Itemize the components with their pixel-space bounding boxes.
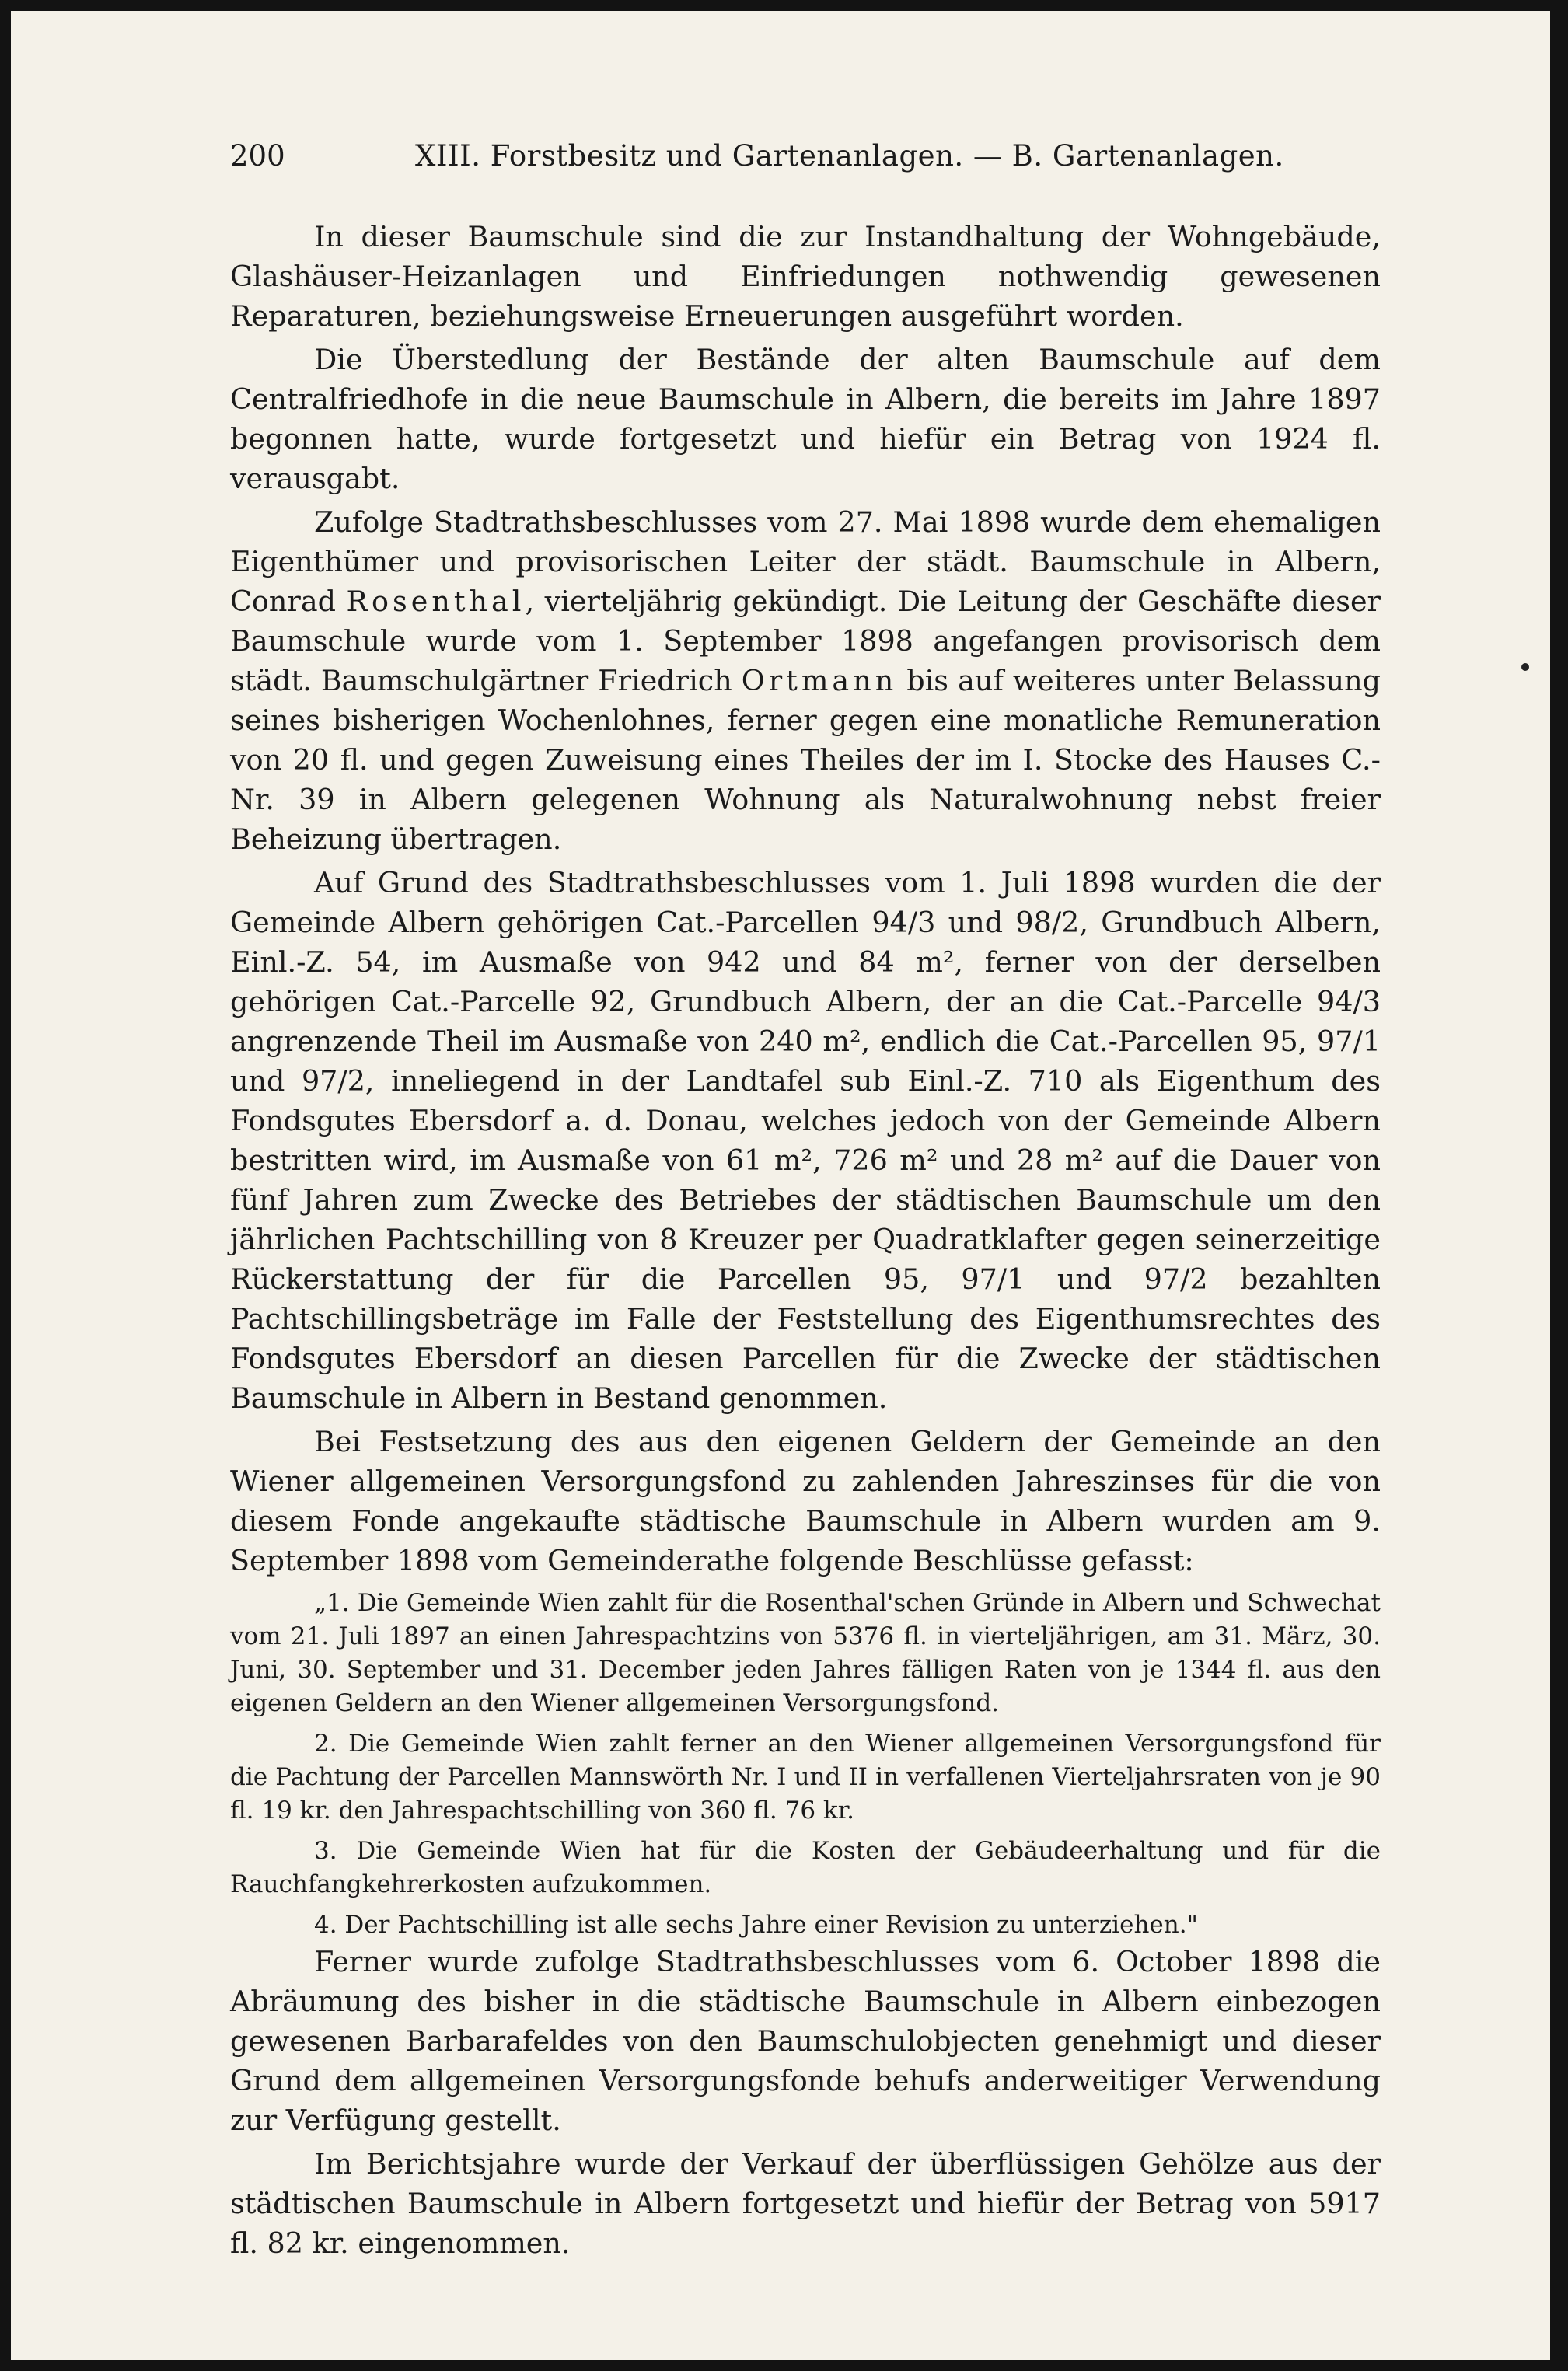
- paragraph-3-part-a: Zufolge Stadtrathsbeschlusses vom 27. Mai 1898 wurde dem ehemaligen Eigenthümer und provisorischen Leiter der städt. Baumschule in Albern, Conrad: [230, 505, 1381, 618]
- page-number: 200: [230, 139, 285, 173]
- page-body: [230, 217, 1381, 2263]
- paragraph-3: [230, 502, 1381, 859]
- paragraph-3-part-c: bis auf weiteres unter Belassung seines bisherigen Wochenlohnes, ferner gegen eine monatliche Remuneration von 20 fl. und gegen Zuweisung eines Theiles der im I. Stocke des Hauses C.-Nr. 39 in Albern gelegenen Wohnung als Naturalwohnung nebst freier Beheizung übertragen.: [230, 664, 1381, 856]
- resolution-2: 2. Die Gemeinde Wien zahlt ferner an den Wiener allgemeinen Versorgungsfond für die Pachtung der Parcellen Mannswörth Nr. I und II in verfallenen Vierteljahrsraten von je 90 fl. 19 kr. den Jahrespachtschilling von 360 fl. 76 kr.: [230, 1730, 1381, 1825]
- running-title: XIII. Forstbesitz und Gartenanlagen. — B. Gartenanlagen.: [415, 139, 1284, 173]
- resolution-3: 3. Die Gemeinde Wien hat für die Kosten der Gebäudeerhaltung und für die Rauchfangkehrerkosten aufzukommen.: [230, 1837, 1381, 1898]
- name-ortmann: Ortmann: [741, 664, 898, 697]
- scanned-page: [11, 11, 1550, 2360]
- resolutions-quote: [230, 1587, 1381, 1942]
- page-header: [230, 139, 1364, 186]
- paragraph-5: Bei Festsetzung des aus den eigenen Geldern der Gemeinde an den Wiener allgemeinen Versorgungsfond zu zahlenden Jahreszinses für die von diesem Fonde angekaufte städtische Baumschule in Albern wurden am 9. September 1898 vom Gemeinderathe folgende Beschlüsse gefasst:: [230, 1425, 1381, 1577]
- paragraph-2: Die Überstedlung der Bestände der alten Baumschule auf dem Centralfriedhofe in die neue Baumschule in Albern, die bereits im Jahre 1897 begonnen hatte, wurde fortgesetzt und hiefür ein Betrag von 1924 fl. verausgabt.: [230, 343, 1381, 495]
- paragraph-3-part-b: , vierteljährig gekündigt. Die Leitung der Geschäfte dieser Baumschule wurde vom 1. September 1898 angefangen provisorisch dem städt. Baumschulgärtner Friedrich: [230, 585, 1381, 697]
- paragraph-7: Im Berichtsjahre wurde der Verkauf der überflüssigen Gehölze aus der städtischen Baumschule in Albern fortgesetzt und hiefür der Betrag von 5917 fl. 82 kr. eingenommen.: [230, 2147, 1381, 2260]
- paragraph-1: In dieser Baumschule sind die zur Instandhaltung der Wohngebäude, Glashäuser-Heizanlagen und Einfriedungen nothwendig gewesenen Reparaturen, beziehungsweise Erneuerungen ausgeführt worden.: [230, 220, 1381, 333]
- resolution-4: 4. Der Pachtschilling ist alle sechs Jahre einer Revision zu unterziehen.": [314, 1911, 1198, 1939]
- name-rosenthal: Rosenthal: [346, 585, 526, 618]
- ink-speck: [1521, 663, 1529, 671]
- paragraph-6: Ferner wurde zufolge Stadtrathsbeschlusses vom 6. October 1898 die Abräumung des bisher in die städtische Baumschule in Albern einbezogen gewesenen Barbarafeldes von den Baumschulobjecten genehmigt und dieser Grund dem allgemeinen Versorgungsfonde behufs anderweitiger Verwendung zur Verfügung gestellt.: [230, 1945, 1381, 2137]
- resolution-1: „1. Die Gemeinde Wien zahlt für die Rosenthal'schen Gründe in Albern und Schwechat vom 21. Juli 1897 an einen Jahrespachtzins von 5376 fl. in vierteljährigen, am 31. März, 30. Juni, 30. September und 31. December jeden Jahres fälligen Raten von je 1344 fl. aus den eigenen Geldern an den Wiener allgemeinen Versorgungsfond.: [230, 1589, 1381, 1717]
- paragraph-4: Auf Grund des Stadtrathsbeschlusses vom 1. Juli 1898 wurden die der Gemeinde Albern gehörigen Cat.-Parcellen 94/3 und 98/2, Grundbuch Albern, Einl.-Z. 54, im Ausmaße von 942 und 84 m², ferner von der derselben gehörigen Cat.-Parcelle 92, Grundbuch Albern, der an die Cat.-Parcelle 94/3 angrenzende Theil im Ausmaße von 240 m², endlich die Cat.-Parcellen 95, 97/1 und 97/2, inneliegend in der Landtafel sub Einl.-Z. 710 als Eigenthum des Fondsgutes Ebersdorf a. d. Donau, welches jedoch von der Gemeinde Albern bestritten wird, im Ausmaße von 61 m², 726 m² und 28 m² auf die Dauer von fünf Jahren zum Zwecke des Betriebes der städtischen Baumschule um den jährlichen Pachtschilling von 8 Kreuzer per Quadratklafter gegen seinerzeitige Rückerstattung der für die Parcellen 95, 97/1 und 97/2 bezahlten Pachtschillingsbeträge im Falle der Feststellung des Eigenthumsrechtes des Fondsgutes Ebersdorf an diesen Parcellen für die Zwecke der städtischen Baumschule in Albern in Bestand genommen.: [230, 866, 1381, 1415]
